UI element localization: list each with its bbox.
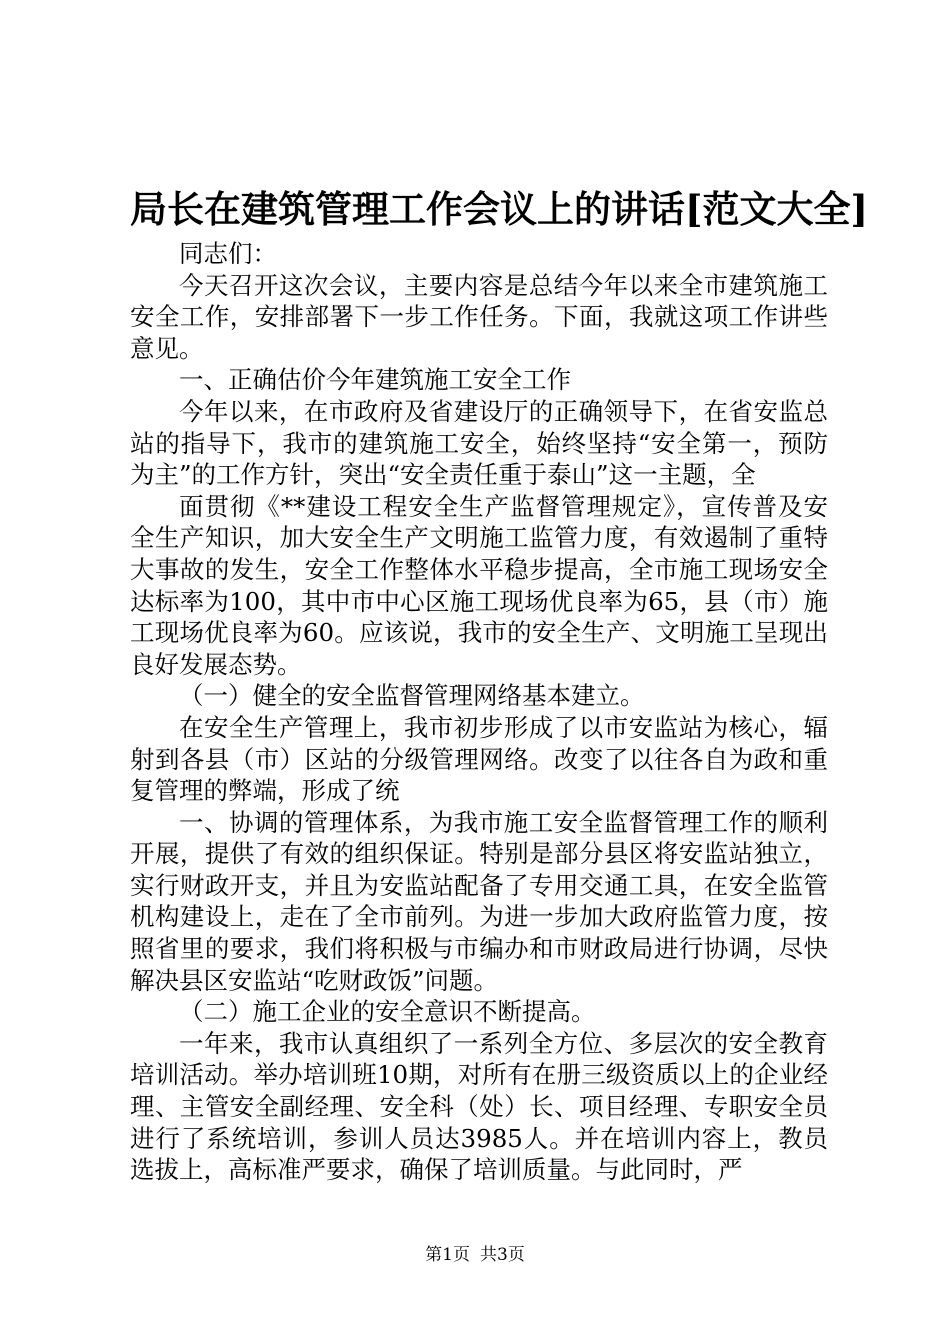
paragraph: 一年来，我市认真组织了一系列全方位、多层次的安全教育培训活动。举办培训班10期，对所有在册三级资质以上的企业经理、主管安全副经理、安全科（处）长、项目经理、专职安全员进行了系统培训，参训人员达3985人。并在培训内容上，教员选拔上，高标准严要求，确保了培训质量。与此同时，严 xyxy=(130,1028,828,1185)
document-title: 局长在建筑管理工作会议上的讲话[范文大全] xyxy=(130,187,869,231)
paragraph: 在安全生产管理上，我市初步形成了以市安监站为核心，辐射到各县（市）区站的分级管理网络。改变了以往各自为政和重复管理的弊端，形成了统 xyxy=(130,712,828,806)
subsection-heading-2: （二）施工企业的安全意识不断提高。 xyxy=(179,997,596,1027)
paragraph: 一、协调的管理体系，为我市施工安全监督管理工作的顺利开展，提供了有效的组织保证。特别是部分县区将安监站独立，实行财政开支，并且为安监站配备了专用交通工具，在安全监管机构建设上，走在了全市前列。为进一步加大政府监管力度，按照省里的要求，我们将积极与市编办和市财政局进行协调，尽快解决县区安监站“吃财政饭”问题。 xyxy=(130,807,828,995)
section-heading-1: 一、正确估价今年建筑施工安全工作 xyxy=(179,365,571,395)
page-total: 共3页 xyxy=(480,1245,525,1265)
page-footer xyxy=(0,1243,950,1267)
paragraph-salutation: 同志们： xyxy=(179,239,277,268)
page-number: 第1页 xyxy=(425,1245,470,1265)
paragraph: 面贯彻《**建设工程安全生产监督管理规定》，宣传普及安全生产知识，加大安全生产文明施工监管力度，有效遏制了重特大事故的发生，安全工作整体水平稳步提高，全市施工现场安全达标率为100，其中市中心区施工现场优良率为65，县（市）施工现场优良率为60。应该说，我市的安全生产、文明施工呈现出良好发展态势。 xyxy=(130,491,828,679)
subsection-heading-1: （一）健全的安全监督管理网络基本建立。 xyxy=(179,681,645,711)
paragraph: 今年以来，在市政府及省建设厅的正确领导下，在省安监总站的指导下，我市的建筑施工安全，始终坚持“安全第一，预防为主”的工作方针，突出“安全责任重于泰山”这一主题，全 xyxy=(130,396,828,490)
paragraph-intro: 今天召开这次会议，主要内容是总结今年以来全市建筑施工安全工作，安排部署下一步工作任务。下面，我就这项工作讲些意见。 xyxy=(130,270,828,363)
document-body xyxy=(130,238,828,1186)
